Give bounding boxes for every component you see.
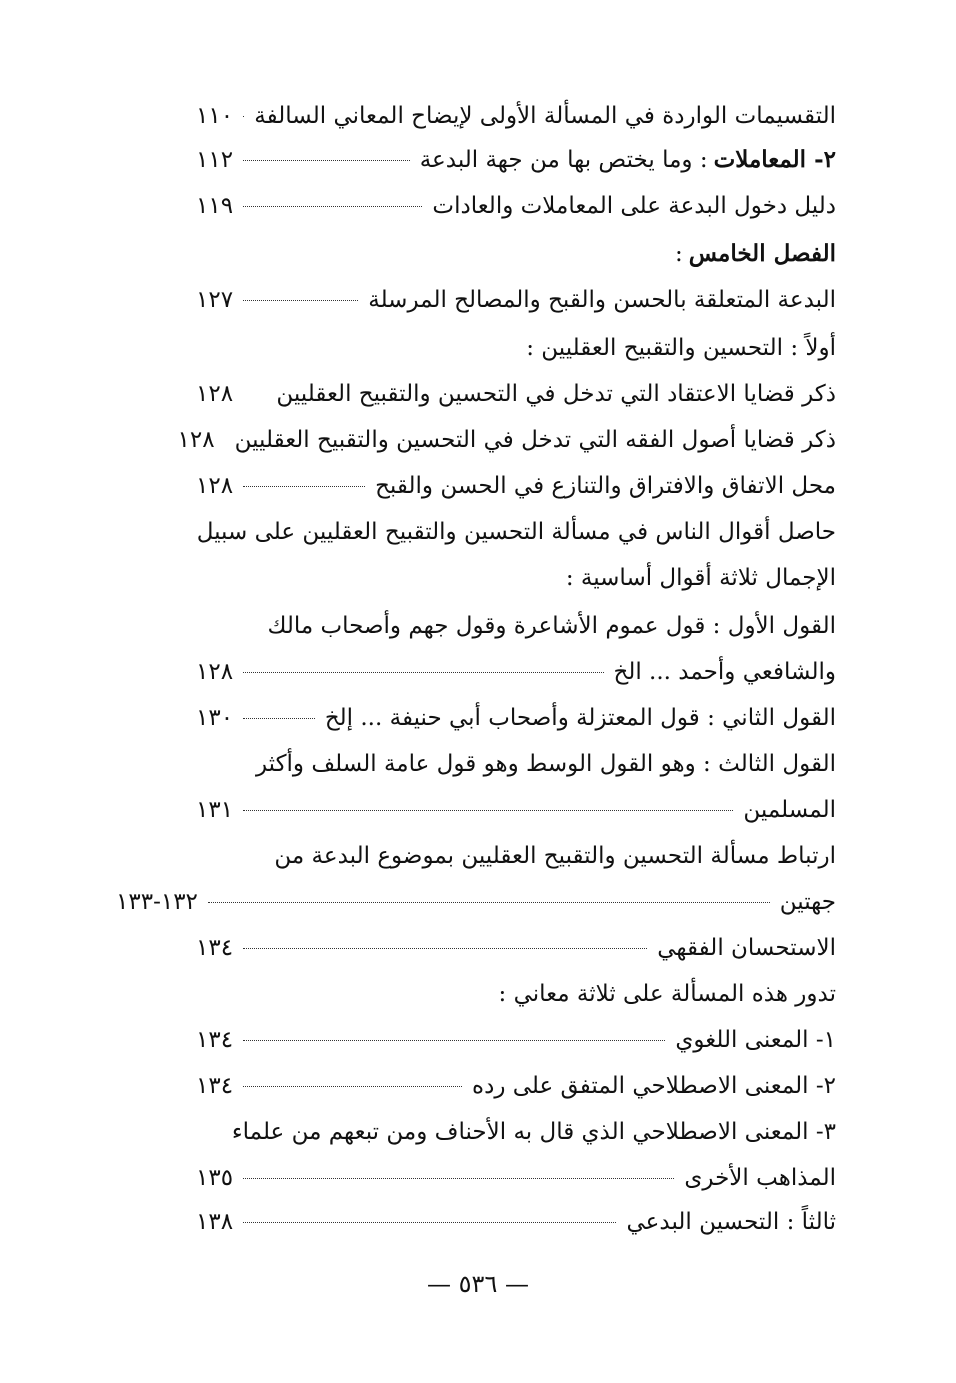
page-number: ١٣١	[196, 797, 234, 823]
page-number: ١٢٧	[196, 287, 234, 313]
leader-dots	[243, 672, 603, 673]
leader-dots	[243, 116, 244, 117]
chapter-heading	[196, 234, 836, 274]
toc-entry	[196, 1112, 836, 1152]
toc-entry	[196, 1020, 836, 1060]
section-heading	[196, 328, 836, 368]
toc-entry	[196, 558, 836, 598]
entry-title: الاستحسان الفقهي	[657, 935, 836, 961]
toc-entry	[196, 1202, 836, 1242]
entry-title: تدور هذه المسألة على ثلاثة معاني :	[498, 981, 836, 1007]
toc-entry	[196, 744, 836, 784]
toc-entry	[196, 1066, 836, 1106]
entry-title: محل الاتفاق والافتراق والتنازع في الحسن والقبح	[375, 473, 836, 499]
toc-entry	[177, 420, 836, 460]
leader-dots	[243, 206, 422, 207]
toc-entry	[196, 928, 836, 968]
page-number: ١٣٤	[196, 935, 234, 961]
leader-dots	[243, 1222, 616, 1223]
entry-title: ١- المعنى اللغوي	[675, 1027, 836, 1053]
leader-dots	[243, 1178, 674, 1179]
page-number: ١٢٨	[196, 659, 234, 685]
toc-entry	[196, 512, 836, 552]
toc-entry	[196, 836, 836, 876]
page-number: ١٣٥	[196, 1165, 234, 1191]
entry-title: حاصل أقوال الناس في مسألة التحسين والتقبيح العقليين على سبيل	[196, 519, 836, 545]
toc-entry	[196, 974, 836, 1014]
leader-dots	[243, 948, 647, 949]
leader-dots	[243, 160, 410, 161]
page-number: ١٢٨	[177, 427, 215, 453]
entry-title: ذكر قضايا الاعتقاد التي تدخل في التحسين والتقبيح العقليين	[276, 381, 836, 407]
toc-entry	[196, 652, 836, 692]
leader-dots	[243, 810, 733, 811]
leader-dots	[208, 902, 770, 903]
entry-bold-title: ٢- المعاملات	[713, 146, 836, 173]
page-number: ١٣٠	[196, 705, 234, 731]
chapter-title: الفصل الخامس	[688, 240, 836, 267]
leader-dots	[243, 1086, 462, 1087]
page-number: ١١٩	[196, 193, 234, 219]
entry-title: ارتباط مسألة التحسين والتقبيح العقليين بموضوع البدعة من	[274, 843, 836, 869]
entry-title: القول الثاني : قول المعتزلة وأصحاب أبي حنيفة ... إلخ	[324, 705, 836, 731]
page-folio: — ٥٣٦ —	[427, 1270, 529, 1298]
entry-title: جهتين	[779, 889, 836, 915]
entry-title: أولاً : التحسين والتقبيح العقليين :	[526, 335, 836, 361]
entry-title: ذكر قضايا أصول الفقه التي تدخل في التحسين والتقبيح العقليين	[234, 427, 836, 453]
leader-dots	[243, 486, 365, 487]
entry-title: القول الأول : قول عموم الأشاعرة وقول جهم وأصحاب مالك	[267, 613, 836, 639]
page-number: ١١٢	[196, 147, 234, 173]
entry-title: المذاهب الأخرى	[684, 1165, 836, 1191]
toc-entry	[196, 186, 836, 226]
toc-entry	[196, 1158, 836, 1198]
toc-entry	[196, 606, 836, 646]
toc-entry	[196, 698, 836, 738]
toc-entry	[196, 374, 836, 414]
toc-entry	[196, 790, 836, 830]
toc-entry	[116, 882, 836, 922]
entry-title: البدعة المتعلقة بالحسن والقبح والمصالح المرسلة	[368, 287, 836, 313]
toc-entry	[196, 466, 836, 506]
entry-title: المسلمين	[743, 797, 836, 823]
entry-title: والشافعي وأحمد ... الخ	[613, 659, 836, 685]
entry-title: القول الثالث : وهو القول الوسط وهو قول عامة السلف وأكثر	[255, 751, 836, 777]
page-number: ١٢٨	[196, 473, 234, 499]
page-number: ١٣٤	[196, 1073, 234, 1099]
entry-title: : وما يختص بها من جهة البدعة	[419, 147, 708, 173]
entry-title: ٣- المعنى الاصطلاحي الذي قال به الأحناف ومن تبعهم من علماء	[231, 1119, 836, 1145]
page-number: ١١٠	[196, 103, 234, 129]
leader-dots	[243, 718, 315, 719]
leader-dots	[243, 1040, 665, 1041]
toc-entry	[196, 280, 836, 320]
entry-title: الإجمال ثلاثة أقوال أساسية :	[565, 565, 836, 591]
entry-title: دليل دخول البدعة على المعاملات والعادات	[432, 193, 836, 219]
toc-entry	[196, 96, 836, 136]
toc-entry	[196, 140, 836, 180]
entry-title: التقسيمات الواردة في المسألة الأولى لإيضاح المعاني السالفة	[254, 103, 836, 129]
page-number: ١٣٤	[196, 1027, 234, 1053]
entry-title: ٢- المعنى الاصطلاحي المتفق على رده	[472, 1073, 836, 1099]
leader-dots	[243, 300, 358, 301]
entry-title: ثالثاً : التحسين البدعي	[626, 1209, 836, 1235]
page-number: ١٢٨	[196, 381, 234, 407]
page-number: ١٣٨	[196, 1209, 234, 1235]
chapter-colon: :	[674, 241, 683, 267]
page-number: ١٣٢-١٣٣	[116, 889, 198, 915]
